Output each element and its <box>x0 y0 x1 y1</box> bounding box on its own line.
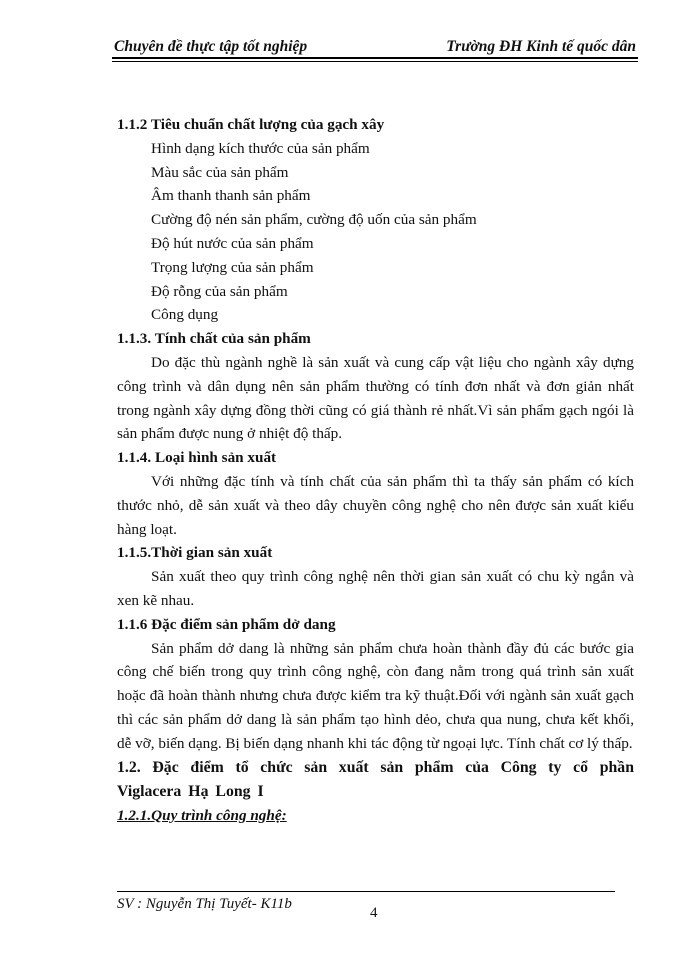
list-item: Trọng lượng của sản phẩm <box>151 258 314 276</box>
heading-1-2: 1.2. Đặc điểm tổ chức sản xuất sản phẩm của Công ty cổ phần Viglacera Hạ Long I <box>117 758 634 800</box>
heading-1-2-1: 1.2.1.Quy trình công nghệ: <box>117 806 287 824</box>
heading-1-1-4: 1.1.4. Loại hình sản xuất <box>117 449 277 467</box>
page-header <box>114 30 636 56</box>
heading-1-1-5: 1.1.5.Thời gian sản xuất <box>117 544 273 562</box>
list-item: Độ rỗng của sản phẩm <box>151 282 288 300</box>
footer-student-name: SV : Nguyễn Thị Tuyết- K11b <box>117 896 292 912</box>
header-divider <box>112 57 638 59</box>
list-item: Độ hút nước của sản phẩm <box>151 234 314 252</box>
header-left-title: Chuyên đề thực tập tốt nghiệp <box>114 38 308 55</box>
page-number: 4 <box>370 905 378 921</box>
list-item: Âm thanh thanh sản phẩm <box>151 187 311 205</box>
document-body <box>117 113 634 827</box>
list-item: Cường độ nén sản phẩm, cường độ uốn của sản phẩm <box>151 211 477 229</box>
header-right-title: Trường ĐH Kinh tế quốc dân <box>446 38 636 55</box>
paragraph-1-1-5: Sản xuất theo quy trình công nghệ nên thời gian sản xuất có chu kỳ ngắn và xen kẽ nhau. <box>117 568 634 609</box>
header-divider-thin <box>112 61 638 62</box>
heading-1-1-6: 1.1.6 Đặc điểm sản phẩm dở dang <box>117 615 336 633</box>
footer-divider <box>117 891 615 892</box>
list-item: Màu sắc của sản phẩm <box>151 163 289 181</box>
list-item: Công dụng <box>151 306 219 324</box>
heading-1-1-3: 1.1.3. Tính chất của sản phẩm <box>117 330 311 348</box>
heading-1-1-2: 1.1.2 Tiêu chuẩn chất lượng của gạch xây <box>117 116 385 133</box>
paragraph-1-1-4: Với những đặc tính và tính chất của sản phẩm thì ta thấy sản phẩm có kích thước nhỏ, dễ sản xuất và theo dây chuyền công nghệ cho nên được sản xuất kiểu hàng loạt. <box>117 472 634 538</box>
paragraph-1-1-6: Sản phẩm dở dang là những sản phẩm chưa hoàn thành đầy đủ các bước gia công chế biến trong quy trình công nghệ, còn đang nằm trong quá trình sản xuất hoặc đã hoàn thành nhưng chưa được kiểm tra kỹ thuật.Đối với ngành sản xuất gạch thì các sản phẩm dở dang là sản phẩm tạo hình dẻo, chưa qua nung, chưa kết khối, dễ vỡ, biến dạng. Bị biến dạng nhanh khi tác động từ ngoại lực. Tính chất cơ lý thấp. <box>117 639 634 752</box>
paragraph-1-1-3: Do đặc thù ngành nghề là sản xuất và cung cấp vật liệu cho ngành xây dựng công trình và dân dụng nên sản phẩm thường có tính đơn nhất và đơn giản nhất trong ngành xây dựng đồng thời cũng có giá thành rẻ nhất.Vì sản phẩm gạch ngói là sản phẩm được nung ở nhiệt độ thấp. <box>117 353 634 443</box>
list-item: Hình dạng kích thước của sản phẩm <box>151 139 370 157</box>
